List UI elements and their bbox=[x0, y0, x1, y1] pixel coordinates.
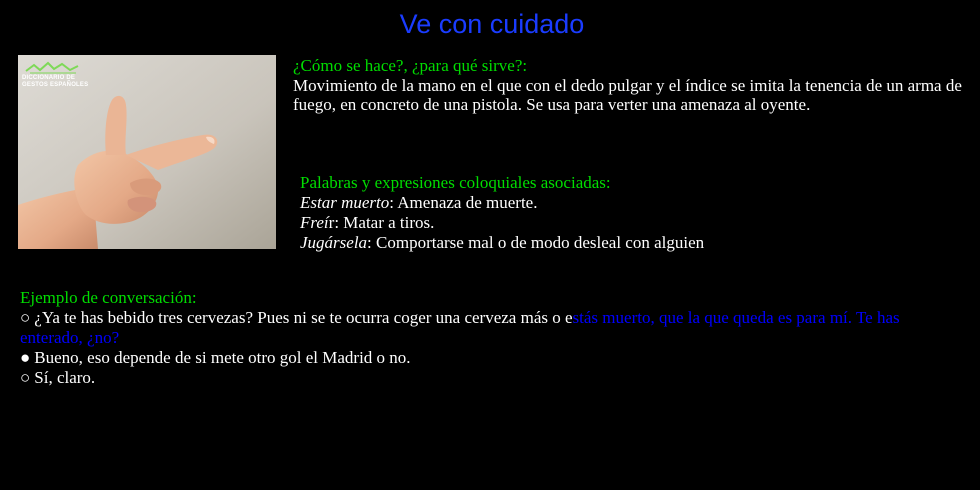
expression-term: Estar muerto bbox=[300, 193, 390, 212]
speaker-a-marker-icon: ○ bbox=[20, 368, 31, 387]
gesture-photo bbox=[18, 55, 276, 249]
expressions-heading: Palabras y expresiones coloquiales asociadas: bbox=[300, 173, 611, 192]
page-title: Ve con cuidado bbox=[399, 9, 585, 39]
conversation-line bbox=[20, 368, 960, 388]
logo-line-1: DICCIONARIO DE bbox=[22, 75, 76, 81]
expressions-section bbox=[300, 173, 970, 253]
expression-term: Freí bbox=[300, 213, 329, 232]
conversation-heading: Ejemplo de conversación: bbox=[20, 288, 197, 307]
how-body: Movimiento de la mano en el que con el dedo pulgar y el índice se imita la tenencia de un arma de fuego, en concreto de una pistola. Se usa para verter una amenaza al oyente. bbox=[293, 75, 962, 114]
expression-term: Jugársela bbox=[300, 233, 368, 252]
how-section bbox=[293, 56, 973, 115]
conversation-text: Bueno, eso depende de si mete otro gol el Madrid o no. bbox=[34, 348, 411, 367]
how-heading: ¿Cómo se hace?, ¿para qué sirve?: bbox=[293, 56, 528, 75]
expression-definition: : Amenaza de muerte. bbox=[389, 193, 538, 212]
expression-term-suffix: r bbox=[328, 213, 335, 232]
logo-line-2: GESTOS ESPAÑOLES bbox=[22, 82, 89, 88]
conversation-section bbox=[20, 288, 960, 388]
expression-definition: : Matar a tiros. bbox=[334, 213, 435, 232]
conversation-line bbox=[20, 308, 960, 348]
speaker-a-marker-icon: ○ bbox=[20, 308, 31, 327]
expression-item bbox=[300, 193, 970, 213]
logo-text bbox=[22, 75, 88, 89]
expression-item bbox=[300, 233, 970, 253]
conversation-text: ¿Ya te has bebido tres cervezas? Pues ni se te ocurra coger una cerveza más o e bbox=[34, 308, 573, 327]
logo-mark-icon bbox=[24, 61, 80, 75]
conversation-text: Sí, claro. bbox=[34, 368, 96, 387]
conversation-line bbox=[20, 348, 960, 368]
speaker-b-marker-icon: ● bbox=[20, 348, 31, 367]
expression-item bbox=[300, 213, 970, 233]
conversation-highlight: stás muerto, que la que queda es para mí. Te has enterado, ¿no? bbox=[20, 308, 900, 347]
expression-definition: : Comportarse mal o de modo desleal con alguien bbox=[367, 233, 705, 252]
